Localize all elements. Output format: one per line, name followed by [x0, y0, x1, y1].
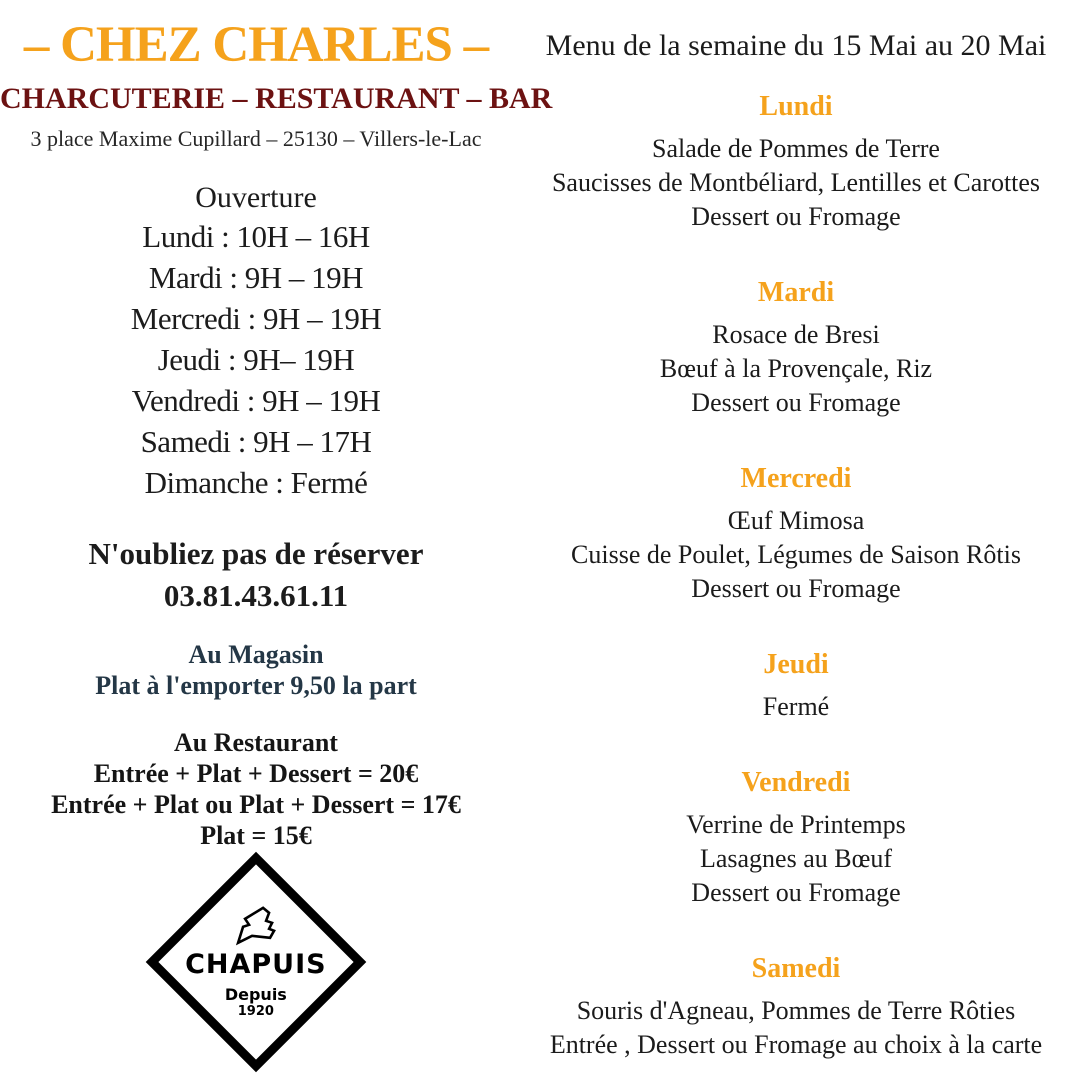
day-label: Lundi — [759, 91, 833, 122]
menu-day-jeudi — [512, 648, 1080, 724]
logo-brand-name: CHAPUIS — [185, 949, 327, 981]
hours-line-samedi: Samedi : 9H – 17H — [140, 424, 372, 459]
day-label: Mardi — [757, 277, 835, 308]
hours-heading: Ouverture — [195, 181, 317, 214]
menu-dish: Verrine de Printemps — [686, 810, 906, 839]
hours-line-jeudi: Jeudi : 9H– 19H — [157, 342, 355, 377]
day-label: Samedi — [751, 953, 841, 984]
restaurant-name: – CHEZ CHARLES – — [23, 17, 489, 73]
reservation-text: N'oubliez pas de réserver — [88, 536, 424, 571]
hours-line-lundi: Lundi : 10H – 16H — [142, 219, 370, 254]
restaurant-address: 3 place Maxime Cupillard – 25130 – Villers-le-Lac — [30, 126, 482, 151]
restaurant-pricing-heading: Au Restaurant — [174, 728, 338, 757]
logo-depuis-text: Depuis — [225, 985, 287, 1005]
day-label: Jeudi — [763, 649, 829, 680]
menu-dish: Saucisses de Montbéliard, Lentilles et Carottes — [551, 168, 1041, 197]
logo-year-text: 1920 — [237, 1004, 275, 1020]
price-formula-plat: Plat = 15€ — [200, 821, 312, 850]
phone-number: 03.81.43.61.11 — [163, 578, 349, 613]
menu-day-vendredi — [512, 766, 1080, 910]
menu-dish: Souris d'Agneau, Pommes de Terre Rôties — [576, 996, 1016, 1025]
menu-dish: Dessert ou Fromage — [691, 388, 901, 417]
menu-dish: Lasagnes au Bœuf — [699, 844, 893, 873]
magasin-heading: Au Magasin — [188, 640, 324, 669]
menu-dish: Cuisse de Poulet, Légumes de Saison Rôtis — [571, 540, 1021, 569]
chapuis-logo — [0, 855, 512, 1069]
menu-dish: Dessert ou Fromage — [691, 574, 901, 603]
day-label: Mercredi — [740, 463, 852, 494]
price-formula-duo: Entrée + Plat ou Plat + Dessert = 17€ — [51, 790, 461, 819]
menu-dish: Œuf Mimosa — [727, 506, 865, 535]
day-label: Vendredi — [741, 767, 851, 798]
menu-day-samedi — [512, 952, 1080, 1062]
menu-dish: Entrée , Dessert ou Fromage au choix à la carte — [549, 1030, 1043, 1059]
hours-line-mardi: Mardi : 9H – 19H — [148, 260, 364, 295]
menu-dish: Fermé — [762, 692, 830, 721]
menu-day-lundi — [512, 90, 1080, 234]
magasin-block — [0, 639, 512, 701]
menu-dish: Rosace de Bresi — [712, 320, 880, 349]
magasin-offer: Plat à l'emporter 9,50 la part — [95, 671, 417, 700]
restaurant-pricing-block — [0, 727, 512, 851]
hours-line-mercredi: Mercredi : 9H – 19H — [130, 301, 382, 336]
reservation-block — [0, 533, 512, 617]
opening-hours — [0, 216, 512, 503]
hours-line-vendredi: Vendredi : 9H – 19H — [131, 383, 381, 418]
weekly-menu-title: Menu de la semaine du 15 Mai au 20 Mai — [545, 29, 1047, 62]
menu-dish: Bœuf à la Provençale, Riz — [659, 354, 933, 383]
logo-diamond-shape — [146, 852, 367, 1073]
menu-dish: Dessert ou Fromage — [691, 202, 901, 231]
menu-day-mercredi — [512, 462, 1080, 606]
menu-dish: Salade de Pommes de Terre — [652, 134, 940, 163]
region-outline-icon — [230, 905, 282, 947]
price-formula-full: Entrée + Plat + Dessert = 20€ — [93, 759, 419, 788]
hours-line-dimanche: Dimanche : Fermé — [144, 465, 368, 500]
weekly-menu-column — [512, 0, 1080, 1080]
menu-day-mardi — [512, 276, 1080, 420]
restaurant-type: CHARCUTERIE – RESTAURANT – BAR — [0, 82, 553, 115]
menu-dish: Dessert ou Fromage — [691, 878, 901, 907]
